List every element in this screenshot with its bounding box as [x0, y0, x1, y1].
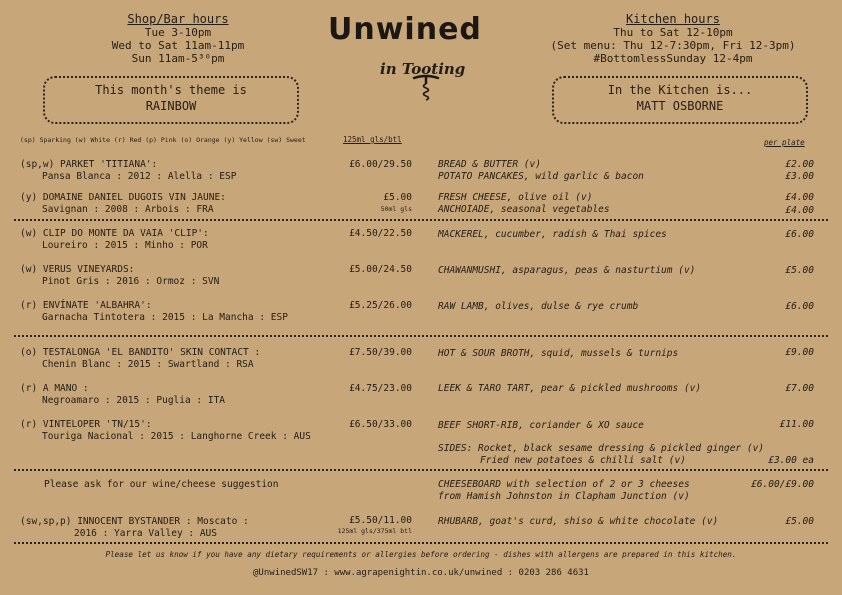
wine-details: Negroamaro : 2015 : Puglia : ITA [42, 395, 226, 406]
corkscrew-icon [408, 72, 444, 108]
wine-legend: (sp) Sparking (w) White (r) Red (p) Pink (o) Orange (y) Yellow (sw) Sweet [20, 136, 306, 144]
food-price: £11.00 [779, 419, 814, 430]
wine-item [20, 300, 288, 324]
wine-details: Savignan : 2008 : Arbois : FRA [42, 204, 214, 215]
wine-details: Garnacha Tintotera : 2015 : La Mancha : ESP [42, 312, 288, 323]
food-price: £6.00 [785, 229, 814, 240]
wine-details: Pansa Blanca : 2012 : Alella : ESP [42, 171, 237, 182]
allergy-note: Please let us know if you have any dietary requirements or allergies before ordering - dishes with allergens are prepared in this kitchen. [105, 550, 737, 559]
food-price: £2.00 [785, 159, 814, 170]
wine-price: £5.00/24.50 [349, 264, 412, 275]
divider [14, 469, 828, 471]
kitchen-hours-line: (Set menu: Thu 12-7:30pm, Fri 12-3pm) [550, 39, 796, 52]
wine-price: £4.50/22.50 [349, 228, 412, 239]
wine-item [20, 383, 225, 407]
wine-price-header: 125ml gls/btl [343, 135, 402, 144]
wine-price: £6.50/33.00 [349, 419, 412, 430]
wine-name: (r) VINTELOPER 'TN/15': [20, 419, 152, 430]
wine-name: (y) DOMAINE DANIEL DUGOIS VIN JAUNE: [20, 192, 226, 203]
wine-details: Pinot Gris : 2016 : Ormoz : SVN [42, 276, 220, 287]
food-price: £4.00 [785, 192, 814, 203]
food-item: FRESH CHEESE, olive oil (v) [438, 192, 593, 203]
food-item: from Hamish Johnston in Clapham Junction (v) [438, 491, 690, 502]
food-price-header: per plate [764, 138, 805, 147]
food-item: RAW LAMB, olives, dulse & rye crumb [438, 301, 639, 312]
wine-name: (r) ENVÍNATE 'ALBAHRA': [20, 300, 152, 311]
wine-price: £5.00 [383, 192, 412, 203]
kitchen-hours-line: Thu to Sat 12-10pm [613, 26, 733, 39]
kitchen-hours-title: Kitchen hours [626, 12, 720, 26]
food-item: SIDES: Rocket, black sesame dressing & pickled ginger (v) [438, 443, 765, 454]
food-price: £5.00 [785, 516, 814, 527]
food-price: £6.00 [785, 301, 814, 312]
food-price: £5.00 [785, 265, 814, 276]
wine-price: £4.75/23.00 [349, 383, 412, 394]
divider [14, 219, 828, 221]
food-item: ANCHOIADE, seasonal vegetables [438, 204, 610, 215]
food-item: CHAWANMUSHI, asparagus, peas & nasturtium (v) [438, 265, 696, 276]
wine-details: 2016 : Yarra Valley : AUS [74, 528, 217, 539]
wine-name: (w) CLIP DO MONTE DA VAIA 'CLIP': [20, 228, 209, 239]
kitchen-hours-line: #BottomlessSunday 12-4pm [593, 52, 753, 65]
divider [14, 542, 828, 544]
food-item: BREAD & BUTTER (v) [438, 159, 541, 170]
logo-subtitle: in Tooting [380, 60, 466, 78]
food-item: RHUBARB, goat's curd, shiso & white chocolate (v) [438, 516, 719, 527]
wine-name: (o) TESTALONGA 'EL BANDITO' SKIN CONTACT : [20, 347, 261, 358]
wine-name: (r) A MANO : [20, 383, 89, 394]
contact-line: @UnwinedSW17 : www.agrapenightin.co.uk/unwined : 0203 286 4631 [253, 568, 589, 578]
food-item: MACKEREL, cucumber, radish & Thai spices [438, 229, 667, 240]
wine-details: Touriga Nacional : 2015 : Langhorne Creek : AUS [42, 431, 311, 442]
wine-item [20, 419, 311, 443]
wine-name: (w) VERUS VINEYARDS: [20, 264, 135, 275]
food-price: £7.00 [785, 383, 814, 394]
logo-title: Unwined [328, 12, 482, 47]
food-price: £4.00 [785, 205, 814, 216]
wine-price: £6.00/29.50 [349, 159, 412, 170]
wine-item [20, 192, 226, 216]
shop-hours-title: Shop/Bar hours [127, 12, 229, 26]
wine-name: (sp,w) PARKET 'TITIANA': [20, 159, 158, 170]
wine-item [20, 516, 249, 540]
chef-box-label: In the Kitchen is... [607, 83, 753, 97]
food-price: £3.00 ea [768, 455, 814, 466]
food-price: £3.00 [785, 171, 814, 182]
food-price: £9.00 [785, 347, 814, 358]
shop-hours-line: Tue 3-10pm [144, 26, 212, 39]
food-item: HOT & SOUR BROTH, squid, mussels & turnips [438, 348, 679, 359]
chef-box [552, 76, 808, 124]
divider [14, 335, 828, 337]
logo [326, 8, 526, 103]
theme-box-label: This month's theme is [95, 83, 247, 97]
wine-item [20, 347, 260, 371]
wine-item [20, 228, 209, 252]
food-item: CHEESEBOARD with selection of 2 or 3 cheeses [438, 479, 690, 490]
chef-box-value: MATT OSBORNE [636, 99, 724, 113]
food-price: £6.00/£9.00 [751, 479, 814, 490]
shop-hours-line: Sun 11am-5³⁰pm [131, 52, 225, 65]
wine-name: (sw,sp,p) INNOCENT BYSTANDER : Moscato : [20, 516, 249, 527]
wine-item [20, 264, 219, 288]
food-item: Fried new potatoes & chilli salt (v) [480, 455, 686, 466]
wine-note: 50ml gls [380, 205, 412, 213]
wine-price: £5.25/26.00 [349, 300, 412, 311]
food-item: LEEK & TARO TART, pear & pickled mushrooms (v) [438, 383, 702, 394]
theme-box-value: RAINBOW [145, 99, 197, 113]
food-item: POTATO PANCAKES, wild garlic & bacon [438, 171, 644, 182]
wine-note: 125ml gls/375ml btl [337, 527, 412, 535]
wine-details: Loureiro : 2015 : Minho : POR [42, 240, 208, 251]
wine-details: Chenin Blanc : 2015 : Swartland : RSA [42, 359, 254, 370]
wine-suggestion: Please ask for our wine/cheese suggestion [44, 479, 279, 490]
shop-hours [88, 13, 268, 65]
theme-box [43, 76, 299, 124]
wine-item [20, 159, 236, 183]
kitchen-hours [548, 13, 798, 65]
wine-price: £7.50/39.00 [349, 347, 412, 358]
shop-hours-line: Wed to Sat 11am-11pm [111, 39, 245, 52]
food-item: BEEF SHORT-RIB, coriander & XO sauce [438, 420, 644, 431]
wine-price: £5.50/11.00 [349, 515, 412, 526]
